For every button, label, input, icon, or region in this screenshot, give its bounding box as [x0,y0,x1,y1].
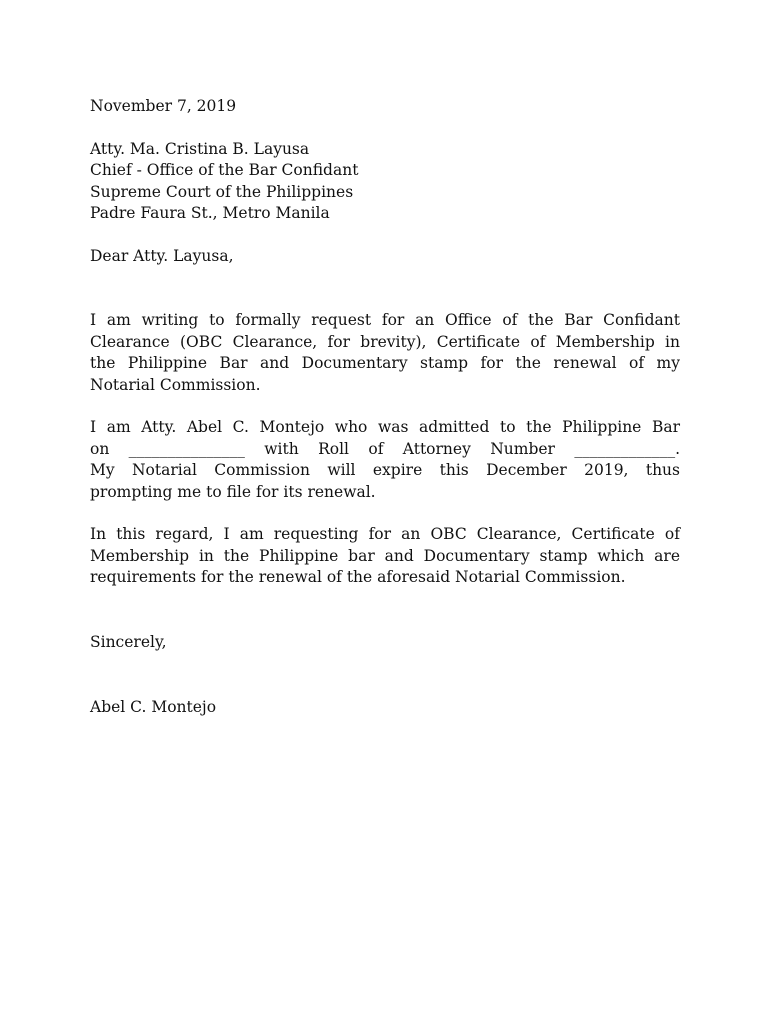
recipient-address: Padre Faura St., Metro Manila [90,204,330,222]
paragraph-line: Membership in the Philippine bar and Documentary stamp which are [90,546,680,565]
paragraph-line: on _______________ with Roll of Attorney Number _____________. [90,439,680,458]
recipient-block [90,139,680,225]
recipient-organization: Supreme Court of the Philippines [90,182,354,201]
paragraph-line: My Notarial Commission will expire this December 2019, thus [90,461,680,479]
paragraph-line: the Philippine Bar and Documentary stamp for the renewal of my [90,354,680,372]
recipient-name: Atty. Ma. Cristina B. Layusa [90,139,310,158]
letter-date: November 7, 2019 [90,97,237,115]
paragraph-line: requirements for the renewal of the aforesaid Notarial Commission. [90,568,626,586]
paragraph-line: I am writing to formally request for an Office of the Bar Confidant [90,311,680,329]
letter-page [90,96,680,719]
paragraph-line: Notarial Commission. [90,375,261,394]
closing: Sincerely, [90,632,167,651]
recipient-title: Chief - Office of the Bar Confidant [90,161,359,179]
paragraph-line: Clearance (OBC Clearance, for brevity), Certificate of Membership in [90,332,680,351]
paragraph-line: In this regard, I am requesting for an OBC Clearance, Certificate of [90,525,680,543]
salutation: Dear Atty. Layusa, [90,246,234,265]
body-paragraph-2 [90,417,680,503]
paragraph-line: prompting me to file for its renewal. [90,482,376,501]
body-paragraph-3 [90,524,680,589]
body-paragraph-1 [90,310,680,396]
signer-name: Abel C. Montejo [90,698,217,716]
paragraph-line: I am Atty. Abel C. Montejo who was admitted to the Philippine Bar [90,418,680,436]
